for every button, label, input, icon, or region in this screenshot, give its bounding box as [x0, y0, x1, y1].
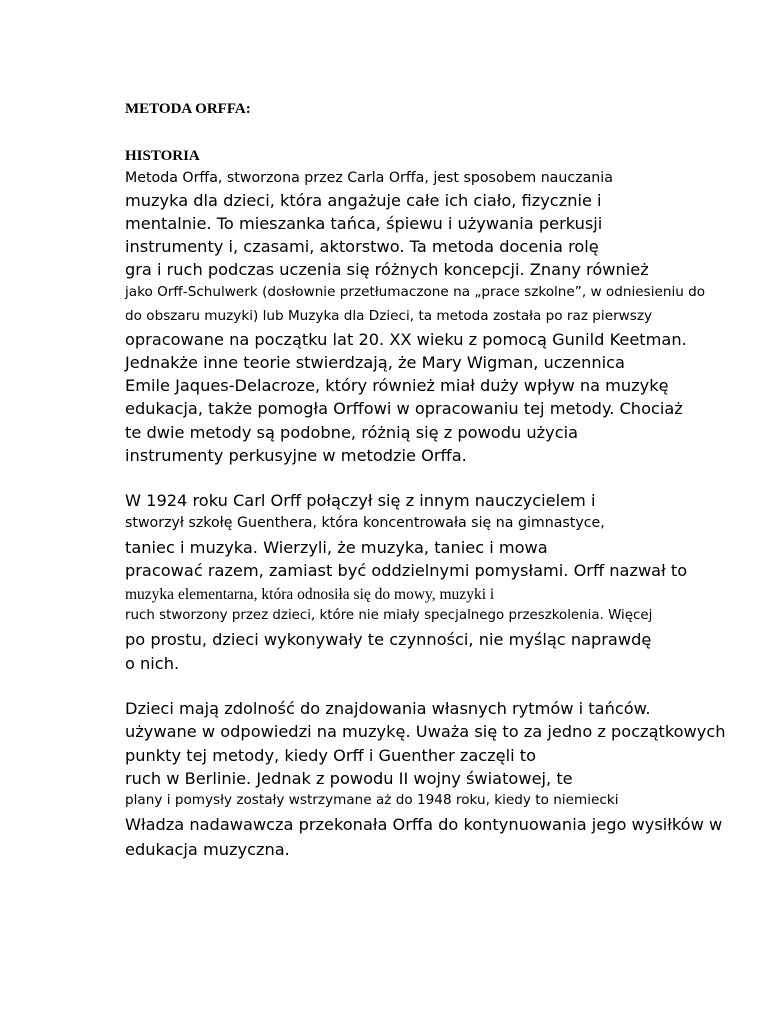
- paragraph-line: te dwie metody są podobne, różnią się z powodu użycia: [125, 423, 579, 442]
- paragraph-line: gra i ruch podczas uczenia się różnych koncepcji. Znany również: [125, 260, 649, 279]
- paragraph-line: taniec i muzyka. Wierzyli, że muzyka, taniec i mowa: [125, 538, 548, 557]
- document-title: METODA ORFFA:: [125, 101, 251, 117]
- paragraph-line: punkty tej metody, kiedy Orff i Guenther zaczęli to: [125, 746, 537, 765]
- paragraph-line: edukacja, także pomogła Orffowi w opracowaniu tej metody. Chociaż: [125, 399, 683, 418]
- paragraph-line: Jednakże inne teorie stwierdzają, że Mary Wigman, uczennica: [125, 353, 625, 372]
- paragraph-line: plany i pomysły zostały wstrzymane aż do 1948 roku, kiedy to niemiecki: [125, 792, 619, 808]
- paragraph-line: o nich.: [125, 654, 180, 673]
- paragraph-line: do obszaru muzyki) lub Muzyka dla Dzieci, ta metoda została po raz pierwszy: [125, 308, 653, 324]
- paragraph-line: W 1924 roku Carl Orff połączył się z innym nauczycielem i: [125, 491, 596, 510]
- paragraph-line: pracować razem, zamiast być oddzielnymi pomysłami. Orff nazwał to: [125, 561, 688, 580]
- paragraph-line: instrumenty i, czasami, aktorstwo. Ta metoda docenia rolę: [125, 237, 599, 256]
- paragraph-line: ruch w Berlinie. Jednak z powodu II wojny światowej, te: [125, 769, 573, 788]
- paragraph-line: opracowane na początku lat 20. XX wieku z pomocą Gunild Keetman.: [125, 330, 687, 349]
- paragraph-line: ruch stworzony przez dzieci, które nie miały specjalnego przeszkolenia. Więcej: [125, 608, 653, 623]
- paragraph-line: edukacja muzyczna.: [125, 840, 290, 859]
- paragraph-line: Emile Jaques-Delacroze, który również miał duży wpływ na muzykę: [125, 376, 669, 395]
- section-heading: HISTORIA: [125, 148, 200, 164]
- paragraph-line: muzyka elementarna, która odnosiła się do mowy, muzyki i: [125, 586, 495, 603]
- paragraph-line: Dzieci mają zdolność do znajdowania własnych rytmów i tańców.: [125, 699, 651, 718]
- paragraph-line: używane w odpowiedzi na muzykę. Uważa się to za jedno z początkowych: [125, 722, 726, 741]
- paragraph-line: Metoda Orffa, stworzona przez Carla Orffa, jest sposobem nauczania: [125, 170, 613, 186]
- paragraph-line: mentalnie. To mieszanka tańca, śpiewu i używania perkusji: [125, 214, 603, 233]
- paragraph-line: Władza nadawawcza przekonała Orffa do kontynuowania jego wysiłków w: [125, 815, 723, 834]
- paragraph-line: po prostu, dzieci wykonywały te czynności, nie myśląc naprawdę: [125, 630, 652, 649]
- paragraph-line: instrumenty perkusyjne w metodzie Orffa.: [125, 446, 467, 465]
- paragraph-line: jako Orff-Schulwerk (dosłownie przetłumaczone na „prace szkolne”, w odniesieniu do: [125, 284, 706, 300]
- paragraph-line: stworzył szkołę Guenthera, która koncentrowała się na gimnastyce,: [125, 515, 605, 531]
- paragraph-line: muzyka dla dzieci, która angażuje całe ich ciało, fizycznie i: [125, 191, 602, 210]
